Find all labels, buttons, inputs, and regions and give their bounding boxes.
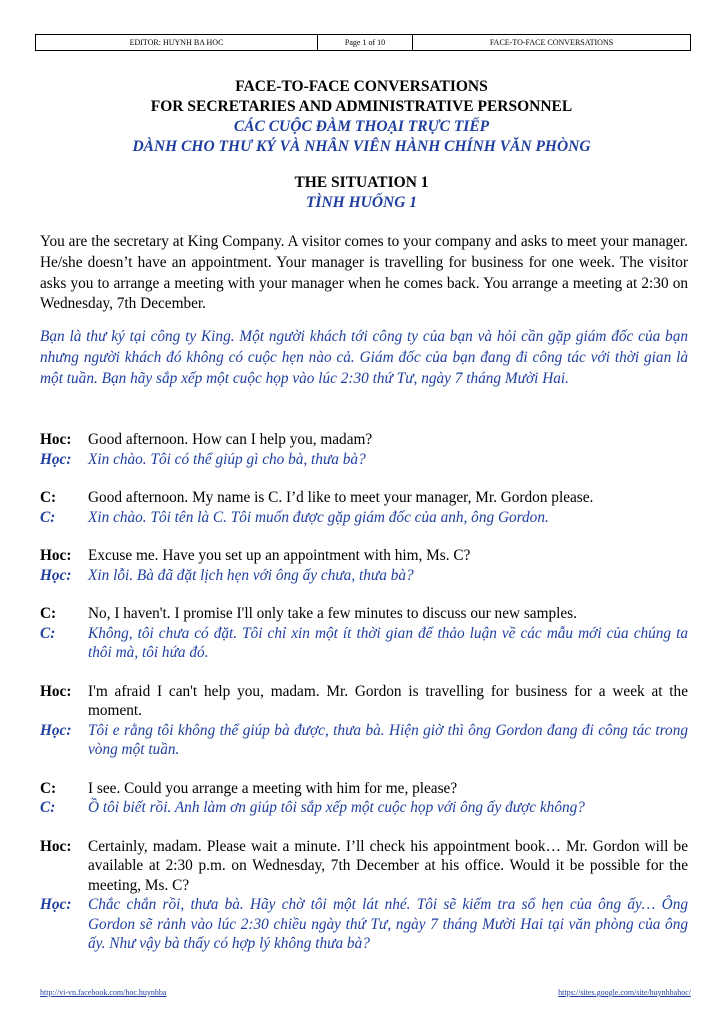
utterance-text: Certainly, madam. Please wait a minute. I’ll check his appointment book… Mr. Gordon will be available at 2:30 p.m. on Wednesday, 7th December at his office. Would it be possible for the meeting, Ms. C?	[88, 837, 688, 894]
dialogue-line-vi	[40, 450, 688, 470]
utterance-text: Tôi e rằng tôi không thể giúp bà được, thưa bà. Hiện giờ thì ông Gordon đang đi công tác trong vòng một tuần.	[88, 721, 688, 758]
utterance-text: Ồ tôi biết rồi. Anh làm ơn giúp tôi sắp xếp một cuộc họp với ông ấy được không?	[88, 799, 585, 816]
dialogue-turn	[40, 488, 688, 527]
footer-facebook-link[interactable]: http://vi-vn.facebook.com/hoc.huynhba	[40, 988, 167, 997]
title-en-line1: FACE-TO-FACE CONVERSATIONS	[235, 78, 488, 95]
dialogue-line-en	[40, 604, 688, 624]
dialogue-turn	[40, 430, 688, 469]
speaker-label: C:	[40, 489, 57, 506]
dialogue-line-en	[40, 779, 688, 799]
speaker-label: Hoc:	[40, 547, 72, 564]
dialogue-line-en	[40, 682, 688, 721]
speaker-label: Hoc:	[40, 431, 72, 448]
dialogue-line-vi	[40, 895, 688, 954]
dialogue	[40, 430, 688, 973]
utterance-text: Xin chào. Tôi tên là C. Tôi muốn được gặp giám đốc của anh, ông Gordon.	[88, 508, 549, 526]
header-editor: EDITOR: HUYNH BA HOC	[36, 35, 318, 50]
situation-description-en: You are the secretary at King Company. A visitor comes to your company and asks to meet your manager. He/she doesn’t have an appointment. Your manager is travelling for business for one week. The visitor asks you to arrange a meeting with your manager when he comes back. You arrange a meeting at 2:30 on Wednesday, 7th December.	[40, 233, 688, 313]
dialogue-turn	[40, 604, 688, 663]
dialogue-line-vi	[40, 566, 688, 586]
situation-heading-vi: TÌNH HUỐNG 1	[305, 194, 418, 211]
utterance-text: Xin chào. Tôi có thể giúp gì cho bà, thưa bà?	[88, 450, 366, 468]
dialogue-line-en	[40, 837, 688, 896]
speaker-label: Học:	[40, 896, 72, 913]
speaker-label: C:	[40, 799, 56, 816]
speaker-label: Học:	[40, 721, 72, 739]
title-vi-line1: CÁC CUỘC ĐÀM THOẠI TRỰC TIẾP	[233, 118, 490, 135]
page-footer	[40, 988, 691, 997]
utterance-text: Chắc chắn rồi, thưa bà. Hãy chờ tôi một lát nhé. Tôi sẽ kiểm tra sổ hẹn của ông ấy… Ông Gordon sẽ rảnh vào lúc 2:30 chiều ngày thứ Tư, ngày 7 tháng Mười Hai tại văn phòng của ông ấy. Như vậy bà thấy có hợp lý không thưa bà?	[88, 896, 688, 952]
page-header	[35, 34, 691, 51]
utterance-text: No, I haven't. I promise I'll only take a few minutes to discuss our new samples.	[88, 605, 577, 622]
dialogue-line-en	[40, 546, 688, 566]
situation-description-vi: Bạn là thư ký tại công ty King. Một người khách tới công ty của bạn và hỏi cần gặp giám đốc của bạn nhưng người khách đó không có cuộc hẹn nào cả. Giám đốc của bạn đang đi công tác với thời gian là một tuần. Bạn hãy sắp xếp một cuộc họp vào lúc 2:30 thứ Tư, ngày 7 tháng Mười Hai.	[40, 328, 688, 387]
dialogue-turn	[40, 779, 688, 818]
dialogue-turn	[40, 837, 688, 954]
speaker-label: C:	[40, 605, 57, 622]
header-page-number: Page 1 of 10	[318, 35, 413, 50]
footer-site-link[interactable]: https://sites.google.com/site/huynhbahoc/	[558, 988, 691, 997]
speaker-label: C:	[40, 779, 57, 797]
dialogue-line-vi	[40, 798, 688, 818]
dialogue-turn	[40, 682, 688, 760]
speaker-label: C:	[40, 624, 56, 642]
speaker-label: Hoc:	[40, 837, 72, 855]
speaker-label: Hoc:	[40, 682, 72, 700]
speaker-label: C:	[40, 508, 56, 526]
dialogue-line-en	[40, 488, 688, 508]
dialogue-line-vi	[40, 721, 688, 760]
utterance-text: Không, tôi chưa có đặt. Tôi chỉ xin một ít thời gian để thảo luận về các mẫu mới của chúng ta thôi mà, tôi hứa đó.	[88, 624, 688, 661]
utterance-text: Good afternoon. How can I help you, madam?	[88, 431, 373, 448]
utterance-text: Xin lỗi. Bà đã đặt lịch hẹn với ông ấy chưa, thưa bà?	[88, 566, 414, 584]
dialogue-line-en	[40, 430, 688, 450]
dialogue-turn	[40, 546, 688, 585]
speaker-label: Học:	[40, 566, 72, 584]
utterance-text: Good afternoon. My name is C. I’d like to meet your manager, Mr. Gordon please.	[88, 489, 594, 506]
dialogue-line-vi	[40, 508, 688, 528]
title-en-line2: FOR SECRETARIES AND ADMINISTRATIVE PERSONNEL	[150, 98, 573, 115]
utterance-text: Excuse me. Have you set up an appointment with him, Ms. C?	[88, 547, 471, 564]
speaker-label: Học:	[40, 450, 72, 468]
header-series-title: FACE-TO-FACE CONVERSATIONS	[489, 38, 614, 47]
utterance-text: I see. Could you arrange a meeting with him for me, please?	[88, 779, 458, 797]
situation-heading-en: THE SITUATION 1	[294, 174, 429, 191]
document-title-block	[0, 77, 723, 213]
title-vi-line2: DÀNH CHO THƯ KÝ VÀ NHÂN VIÊN HÀNH CHÍNH VĂN PHÒNG	[132, 138, 591, 155]
utterance-text: I'm afraid I can't help you, madam. Mr. Gordon is travelling for business for a week at the moment.	[88, 682, 688, 719]
dialogue-line-vi	[40, 624, 688, 663]
